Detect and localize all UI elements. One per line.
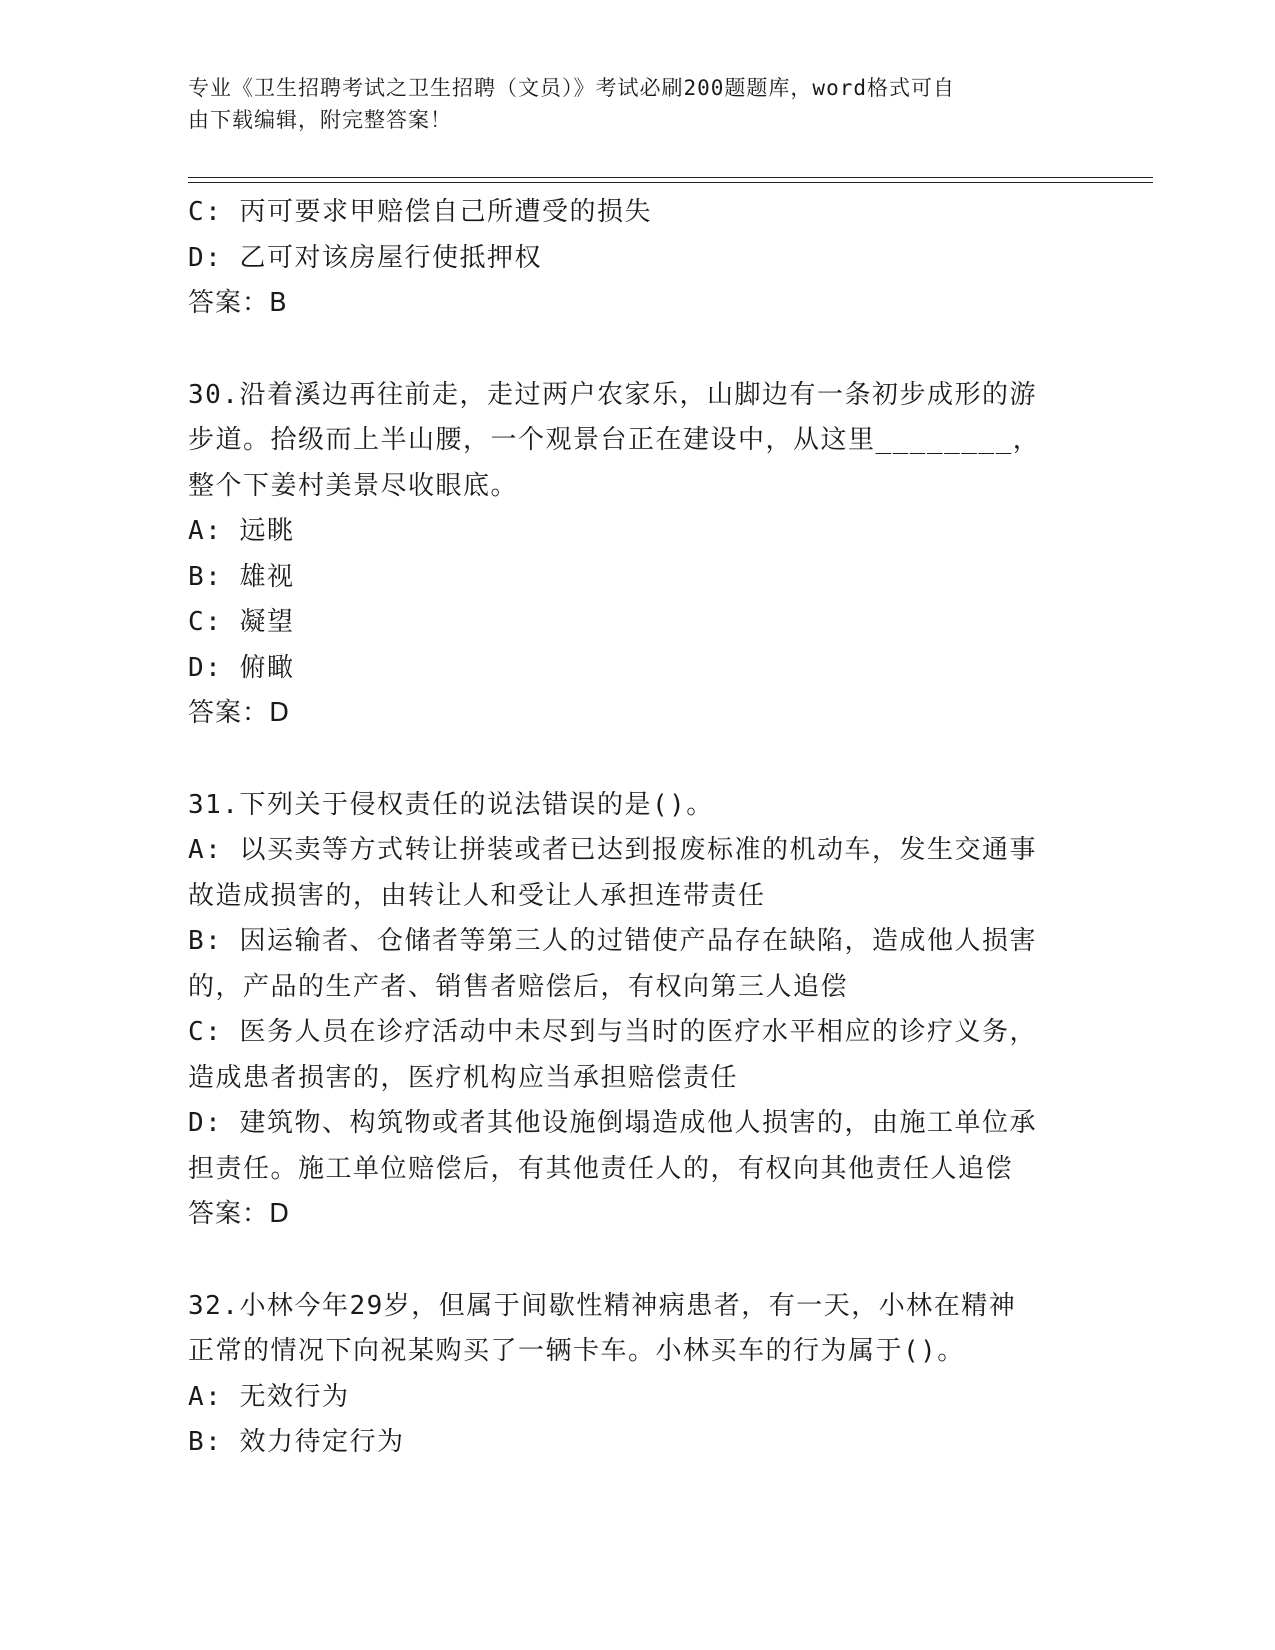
question-line: C: 丙可要求甲赔偿自己所遭受的损失 (188, 197, 652, 227)
question-line: 担责任。施工单位赔偿后，有其他责任人的，有权向其他责任人追偿 (188, 1153, 1014, 1184)
question-line: C: 医务人员在诊疗活动中未尽到与当时的医疗水平相应的诊疗义务， (188, 1017, 1037, 1047)
question-line: B: 雄视 (188, 561, 295, 592)
question-line: 32.小林今年29岁，但属于间歇性精神病患者，有一天，小林在精神 (188, 1290, 1017, 1321)
question-block (188, 190, 1068, 327)
question-line: 故造成损害的，由转让人和受让人承担连带责任 (188, 880, 766, 911)
answer-line: 答案：D (188, 1199, 291, 1229)
question-block (188, 783, 1068, 1238)
question-line: 的，产品的生产者、销售者赔偿后，有权向第三人追偿 (188, 971, 849, 1002)
question-line: D: 俯瞰 (188, 652, 295, 683)
question-line: C: 凝望 (188, 607, 295, 637)
question-line: A: 无效行为 (188, 1381, 350, 1412)
question-line: A: 远眺 (188, 516, 295, 546)
question-line: 造成患者损害的，医疗机构应当承担赔偿责任 (188, 1062, 739, 1093)
question-line: 整个下姜村美景尽收眼底。 (188, 470, 519, 501)
header-rule-top (188, 177, 1153, 178)
question-line: B: 因运输者、仓储者等第三人的过错使产品存在缺陷，造成他人损害 (188, 926, 1037, 956)
question-line: 步道。拾级而上半山腰，一个观景台正在建设中，从这里________， (188, 425, 1041, 455)
question-block (188, 373, 1068, 737)
question-line: B: 效力待定行为 (188, 1427, 405, 1457)
question-line: D: 建筑物、构筑物或者其他设施倒塌造成他人损害的，由施工单位承 (188, 1108, 1037, 1138)
header-line-2: 由下载编辑，附完整答案！ (188, 108, 452, 132)
question-line: 30.沿着溪边再往前走，走过两户农家乐，山脚边有一条初步成形的游 (188, 379, 1037, 410)
answer-line: 答案：B (188, 288, 288, 318)
question-body (188, 190, 1068, 1466)
block-gap (188, 737, 1068, 783)
header-line-1: 专业《卫生招聘考试之卫生招聘（文员）》考试必刷200题题库，word格式可自 (188, 76, 955, 100)
header-rule-bottom (188, 182, 1153, 183)
question-line: 正常的情况下向祝某购买了一辆卡车。小林买车的行为属于()。 (188, 1336, 965, 1366)
question-line: A: 以买卖等方式转让拼装或者已达到报废标准的机动车，发生交通事 (188, 835, 1037, 865)
block-gap (188, 1238, 1068, 1284)
answer-line: 答案：D (188, 698, 291, 728)
question-block (188, 1284, 1068, 1466)
question-line: 31.下列关于侵权责任的说法错误的是()。 (188, 789, 714, 820)
document-header (188, 72, 1068, 136)
question-line: D: 乙可对该房屋行使抵押权 (188, 242, 542, 273)
block-gap (188, 327, 1068, 373)
